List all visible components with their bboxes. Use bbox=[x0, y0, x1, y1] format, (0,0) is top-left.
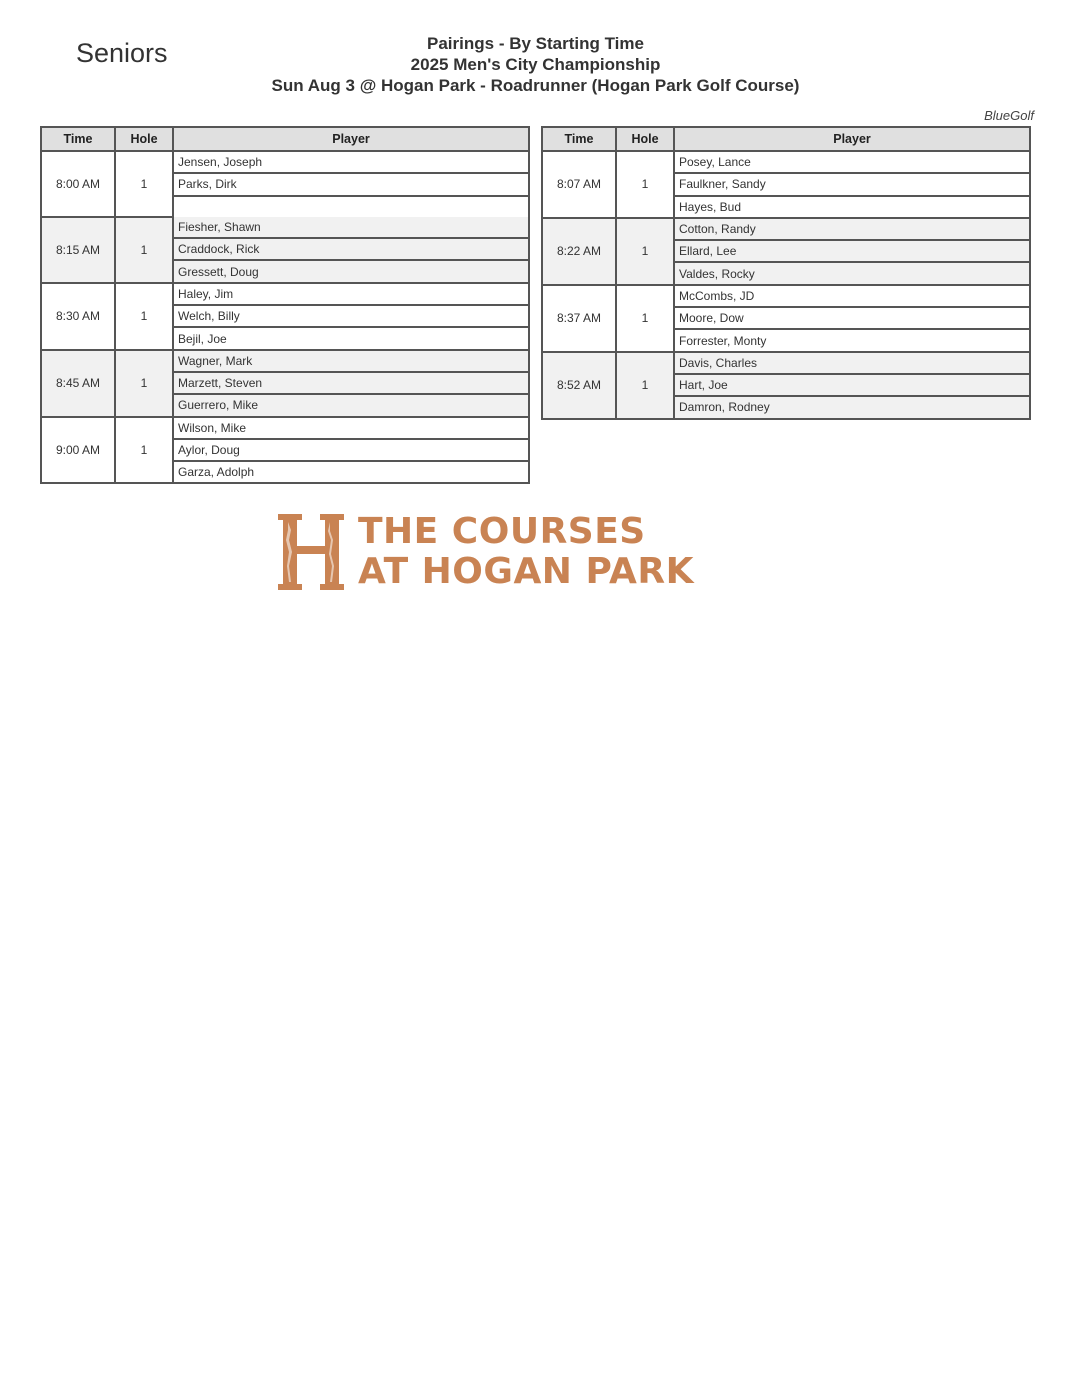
table-row bbox=[542, 218, 1030, 240]
player-cell: Wagner, Mark bbox=[173, 350, 529, 372]
hole-cell: 1 bbox=[115, 350, 173, 417]
table-row bbox=[41, 217, 529, 238]
player-cell: Welch, Billy bbox=[173, 305, 529, 327]
column-header-time: Time bbox=[542, 127, 616, 151]
page-header bbox=[0, 33, 1071, 96]
logo-wordmark bbox=[358, 512, 694, 592]
tee-time-cell: 8:30 AM bbox=[41, 283, 115, 350]
hole-cell: 1 bbox=[616, 285, 674, 352]
column-header-player: Player bbox=[674, 127, 1030, 151]
hole-cell: 1 bbox=[616, 352, 674, 419]
tee-time-cell: 9:00 AM bbox=[41, 417, 115, 484]
table-header-row bbox=[542, 127, 1030, 151]
division-label: Seniors bbox=[76, 38, 168, 68]
hogan-h-logo-icon bbox=[276, 512, 346, 592]
tee-time-cell: 8:45 AM bbox=[41, 350, 115, 417]
player-cell: Ellard, Lee bbox=[674, 240, 1030, 262]
player-cell bbox=[173, 196, 529, 217]
tee-time-cell: 8:15 AM bbox=[41, 217, 115, 283]
hole-cell: 1 bbox=[616, 151, 674, 218]
table-header-row bbox=[41, 127, 529, 151]
player-cell: Davis, Charles bbox=[674, 352, 1030, 374]
player-cell: Hayes, Bud bbox=[674, 196, 1030, 218]
player-cell: Parks, Dirk bbox=[173, 173, 529, 195]
player-cell: Hart, Joe bbox=[674, 374, 1030, 396]
bluegolf-credit: BlueGolf bbox=[984, 108, 1034, 123]
player-cell: Moore, Dow bbox=[674, 307, 1030, 329]
player-cell: Craddock, Rick bbox=[173, 238, 529, 260]
player-cell: Damron, Rodney bbox=[674, 396, 1030, 418]
hole-cell: 1 bbox=[115, 217, 173, 283]
table-row bbox=[41, 417, 529, 439]
player-cell: Jensen, Joseph bbox=[173, 151, 529, 173]
pairings-table-right bbox=[541, 126, 1031, 420]
table-row bbox=[542, 352, 1030, 374]
pairings-table-left bbox=[40, 126, 530, 484]
tee-time-cell: 8:00 AM bbox=[41, 151, 115, 217]
player-cell: Valdes, Rocky bbox=[674, 262, 1030, 284]
player-cell: Aylor, Doug bbox=[173, 439, 529, 461]
courses-at-hogan-park-logo bbox=[276, 510, 716, 594]
hole-cell: 1 bbox=[115, 151, 173, 217]
player-cell: Gressett, Doug bbox=[173, 260, 529, 282]
player-cell: Cotton, Randy bbox=[674, 218, 1030, 240]
table-row bbox=[542, 151, 1030, 173]
column-header-hole: Hole bbox=[115, 127, 173, 151]
table-row bbox=[542, 285, 1030, 307]
hole-cell: 1 bbox=[616, 218, 674, 285]
player-cell: Bejil, Joe bbox=[173, 327, 529, 349]
tee-time-cell: 8:07 AM bbox=[542, 151, 616, 218]
player-cell: Garza, Adolph bbox=[173, 461, 529, 483]
table-row bbox=[41, 151, 529, 173]
player-cell: Faulkner, Sandy bbox=[674, 173, 1030, 195]
page-title: Pairings - By Starting Time bbox=[427, 34, 644, 53]
player-cell: Marzett, Steven bbox=[173, 372, 529, 394]
hole-cell: 1 bbox=[115, 417, 173, 484]
tee-time-cell: 8:52 AM bbox=[542, 352, 616, 419]
logo-line-1: THE COURSES bbox=[358, 511, 646, 552]
column-header-hole: Hole bbox=[616, 127, 674, 151]
logo-line-2: AT HOGAN PARK bbox=[358, 551, 695, 592]
column-header-time: Time bbox=[41, 127, 115, 151]
player-cell: Posey, Lance bbox=[674, 151, 1030, 173]
date-course: Sun Aug 3 @ Hogan Park - Roadrunner (Hogan Park Golf Course) bbox=[271, 76, 800, 95]
column-header-player: Player bbox=[173, 127, 529, 151]
player-cell: Guerrero, Mike bbox=[173, 394, 529, 416]
tee-time-cell: 8:37 AM bbox=[542, 285, 616, 352]
event-name: 2025 Men's City Championship bbox=[410, 55, 661, 74]
player-cell: Forrester, Monty bbox=[674, 329, 1030, 351]
player-cell: McCombs, JD bbox=[674, 285, 1030, 307]
tee-time-cell: 8:22 AM bbox=[542, 218, 616, 285]
hole-cell: 1 bbox=[115, 283, 173, 350]
player-cell: Fiesher, Shawn bbox=[173, 217, 529, 238]
table-row bbox=[41, 283, 529, 305]
player-cell: Haley, Jim bbox=[173, 283, 529, 305]
table-row bbox=[41, 350, 529, 372]
player-cell: Wilson, Mike bbox=[173, 417, 529, 439]
